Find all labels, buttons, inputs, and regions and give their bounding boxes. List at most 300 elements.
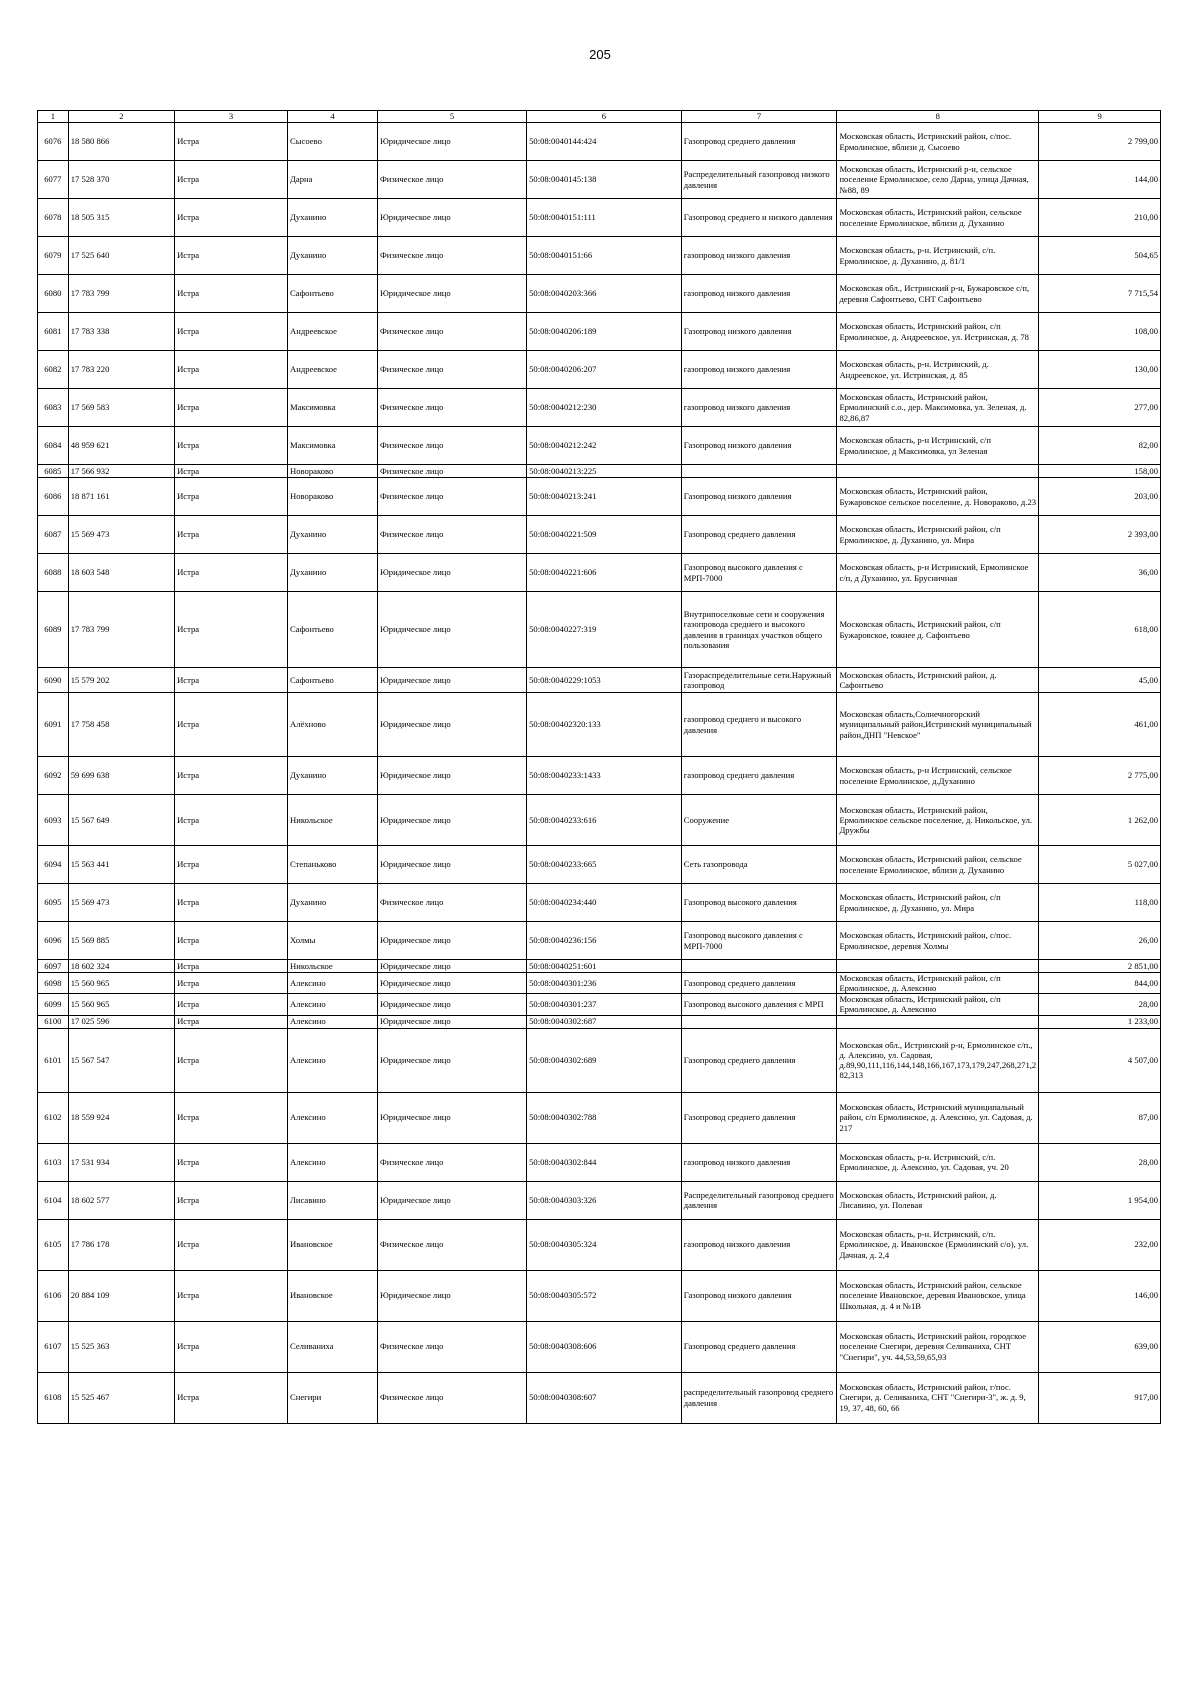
table-row xyxy=(38,516,1161,554)
object-name-cell: Газопровод высокого давления с МРП-7000 xyxy=(681,554,837,592)
table-row xyxy=(38,237,1161,275)
owner-type-cell: Физическое лицо xyxy=(377,478,526,516)
table-row xyxy=(38,757,1161,795)
table-row xyxy=(38,351,1161,389)
cadastral-number-cell: 50:08:00402320:133 xyxy=(527,693,682,757)
code-cell: 17 786 178 xyxy=(68,1219,174,1270)
address-cell: Московская область, Истринский район, сельское поселение Ивановское, деревня Ивановское, улица Школьная, д. 4 и №1В xyxy=(837,1270,1039,1321)
municipality-cell: Истра xyxy=(175,1143,288,1181)
object-name-cell: газопровод среднего давления xyxy=(681,757,837,795)
municipality-cell: Истра xyxy=(175,465,288,478)
code-cell: 15 563 441 xyxy=(68,846,174,884)
column-header-7: 7 xyxy=(681,111,837,123)
address-cell: Московская область, р-н Истринский, сельское поселение Ермолинское, д.Духанино xyxy=(837,757,1039,795)
column-header-4: 4 xyxy=(288,111,378,123)
municipality-cell: Истра xyxy=(175,922,288,960)
owner-type-cell: Юридическое лицо xyxy=(377,1092,526,1143)
length-value-cell: 504,65 xyxy=(1039,237,1161,275)
locality-cell: Андреевское xyxy=(288,351,378,389)
table-row xyxy=(38,668,1161,693)
cadastral-number-cell: 50:08:0040212:230 xyxy=(527,389,682,427)
row-number-cell: 6076 xyxy=(38,123,69,161)
table-row xyxy=(38,994,1161,1015)
address-cell: Московская область, Истринский район, городское поселение Снегири, деревня Селиваниха, СНТ "Снегири", уч. 44,53,59,65,93 xyxy=(837,1321,1039,1372)
row-number-cell: 6089 xyxy=(38,592,69,668)
code-cell: 17 566 932 xyxy=(68,465,174,478)
code-cell: 17 569 583 xyxy=(68,389,174,427)
locality-cell: Максимовка xyxy=(288,427,378,465)
code-cell: 59 699 638 xyxy=(68,757,174,795)
object-name-cell: Газопровод среднего давления xyxy=(681,123,837,161)
municipality-cell: Истра xyxy=(175,994,288,1015)
address-cell: Московская область, Истринский район, Бужаровское сельское поселение, д. Новораково, д.23 xyxy=(837,478,1039,516)
locality-cell: Холмы xyxy=(288,922,378,960)
address-cell: Московская область, Истринский район, Ермолинский с.о., дер. Максимовка, ул. Зеленая, д. 82,86,87 xyxy=(837,389,1039,427)
owner-type-cell: Физическое лицо xyxy=(377,1143,526,1181)
locality-cell: Селиваниха xyxy=(288,1321,378,1372)
owner-type-cell: Юридическое лицо xyxy=(377,199,526,237)
municipality-cell: Истра xyxy=(175,757,288,795)
object-name-cell: Сеть газопровода xyxy=(681,846,837,884)
object-name-cell xyxy=(681,1015,837,1028)
cadastral-number-cell: 50:08:0040213:241 xyxy=(527,478,682,516)
table-row xyxy=(38,846,1161,884)
municipality-cell: Истра xyxy=(175,668,288,693)
column-header-2: 2 xyxy=(68,111,174,123)
locality-cell: Алексино xyxy=(288,1092,378,1143)
code-cell: 15 569 473 xyxy=(68,884,174,922)
cadastral-number-cell: 50:08:0040302:687 xyxy=(527,1015,682,1028)
municipality-cell: Истра xyxy=(175,846,288,884)
municipality-cell: Истра xyxy=(175,1270,288,1321)
address-cell: Московская область, р-н. Истринский, с/п. Ермолинское, д. Духанино, д. 81/1 xyxy=(837,237,1039,275)
object-name-cell: Газопровод высокого давления xyxy=(681,884,837,922)
object-name-cell: газопровод низкого давления xyxy=(681,237,837,275)
locality-cell: Духанино xyxy=(288,237,378,275)
address-cell xyxy=(837,465,1039,478)
row-number-cell: 6079 xyxy=(38,237,69,275)
registry-table xyxy=(37,110,1161,1424)
code-cell: 15 569 885 xyxy=(68,922,174,960)
cadastral-number-cell: 50:08:0040234:440 xyxy=(527,884,682,922)
row-number-cell: 6084 xyxy=(38,427,69,465)
owner-type-cell: Физическое лицо xyxy=(377,427,526,465)
locality-cell: Сафонтьево xyxy=(288,668,378,693)
length-value-cell: 87,00 xyxy=(1039,1092,1161,1143)
length-value-cell: 36,00 xyxy=(1039,554,1161,592)
locality-cell: Сафонтьево xyxy=(288,275,378,313)
owner-type-cell: Юридическое лицо xyxy=(377,1028,526,1092)
object-name-cell xyxy=(681,960,837,973)
address-cell: Московская область, р-н. Истринский, с/п. Ермолинское, д. Ивановское (Ермолинский с/о), ул. Дачная, д. 2,4 xyxy=(837,1219,1039,1270)
municipality-cell: Истра xyxy=(175,427,288,465)
locality-cell: Алексино xyxy=(288,1015,378,1028)
address-cell: Московская область, Истринский район, Ермолинское сельское поселение, д. Никольское, ул. Дружбы xyxy=(837,795,1039,846)
table-row xyxy=(38,1219,1161,1270)
row-number-cell: 6103 xyxy=(38,1143,69,1181)
address-cell: Московская область, Истринский район, с/пос. Ермолинское, деревня Холмы xyxy=(837,922,1039,960)
length-value-cell: 917,00 xyxy=(1039,1372,1161,1423)
cadastral-number-cell: 50:08:0040213:225 xyxy=(527,465,682,478)
owner-type-cell: Юридическое лицо xyxy=(377,994,526,1015)
owner-type-cell: Физическое лицо xyxy=(377,313,526,351)
row-number-cell: 6090 xyxy=(38,668,69,693)
locality-cell: Никольское xyxy=(288,795,378,846)
table-row xyxy=(38,465,1161,478)
length-value-cell: 1 233,00 xyxy=(1039,1015,1161,1028)
row-number-cell: 6087 xyxy=(38,516,69,554)
address-cell: Московская область, р-н Истринский, с/п Ермолинское, д Максимовка, ул Зеленая xyxy=(837,427,1039,465)
locality-cell: Алексино xyxy=(288,973,378,994)
column-header-1: 1 xyxy=(38,111,69,123)
code-cell: 15 567 547 xyxy=(68,1028,174,1092)
object-name-cell: Распределительный газопровод среднего давления xyxy=(681,1181,837,1219)
length-value-cell: 108,00 xyxy=(1039,313,1161,351)
owner-type-cell: Юридическое лицо xyxy=(377,123,526,161)
address-cell: Московская область, Истринский муниципальный район, с/п Ермолинское, д. Алексино, ул. Садовая, д. 217 xyxy=(837,1092,1039,1143)
owner-type-cell: Физическое лицо xyxy=(377,516,526,554)
table-row xyxy=(38,1015,1161,1028)
code-cell: 15 525 363 xyxy=(68,1321,174,1372)
address-cell: Московская обл., Истринский р-н, Ермолинское с/п., д. Алексино, ул. Садовая, д.89,90,111,116,144,148,166,167,173,179,247,268,271,282,313 xyxy=(837,1028,1039,1092)
table-row xyxy=(38,1143,1161,1181)
table-row xyxy=(38,922,1161,960)
object-name-cell: Газопровод низкого давления xyxy=(681,478,837,516)
municipality-cell: Истра xyxy=(175,1028,288,1092)
cadastral-number-cell: 50:08:0040301:236 xyxy=(527,973,682,994)
length-value-cell: 28,00 xyxy=(1039,1143,1161,1181)
column-header-8: 8 xyxy=(837,111,1039,123)
code-cell: 17 531 934 xyxy=(68,1143,174,1181)
cadastral-number-cell: 50:08:0040221:606 xyxy=(527,554,682,592)
owner-type-cell: Физическое лицо xyxy=(377,1372,526,1423)
cadastral-number-cell: 50:08:0040233:1433 xyxy=(527,757,682,795)
owner-type-cell: Юридическое лицо xyxy=(377,973,526,994)
owner-type-cell: Юридическое лицо xyxy=(377,1181,526,1219)
municipality-cell: Истра xyxy=(175,973,288,994)
table-row xyxy=(38,960,1161,973)
column-header-9: 9 xyxy=(1039,111,1161,123)
length-value-cell: 28,00 xyxy=(1039,994,1161,1015)
locality-cell: Алёхново xyxy=(288,693,378,757)
cadastral-number-cell: 50:08:0040305:572 xyxy=(527,1270,682,1321)
owner-type-cell: Физическое лицо xyxy=(377,351,526,389)
code-cell: 18 580 866 xyxy=(68,123,174,161)
address-cell: Московская область, Истринский район, сельское поселение Ермолинское, вблизи д. Духанино xyxy=(837,199,1039,237)
address-cell: Московская область, р-н. Истринский, с/п. Ермолинское, д. Алексино, ул. Садовая, уч. 20 xyxy=(837,1143,1039,1181)
locality-cell: Андреевское xyxy=(288,313,378,351)
cadastral-number-cell: 50:08:0040236:156 xyxy=(527,922,682,960)
code-cell: 18 602 324 xyxy=(68,960,174,973)
length-value-cell: 146,00 xyxy=(1039,1270,1161,1321)
object-name-cell: газопровод низкого давления xyxy=(681,1219,837,1270)
code-cell: 17 783 220 xyxy=(68,351,174,389)
municipality-cell: Истра xyxy=(175,693,288,757)
object-name-cell: газопровод среднего и высокого давления xyxy=(681,693,837,757)
locality-cell: Степаньково xyxy=(288,846,378,884)
cadastral-number-cell: 50:08:0040221:509 xyxy=(527,516,682,554)
row-number-cell: 6106 xyxy=(38,1270,69,1321)
code-cell: 18 505 315 xyxy=(68,199,174,237)
address-cell xyxy=(837,1015,1039,1028)
row-number-cell: 6108 xyxy=(38,1372,69,1423)
row-number-cell: 6104 xyxy=(38,1181,69,1219)
municipality-cell: Истра xyxy=(175,123,288,161)
locality-cell: Сысоево xyxy=(288,123,378,161)
locality-cell: Новораково xyxy=(288,465,378,478)
length-value-cell: 5 027,00 xyxy=(1039,846,1161,884)
length-value-cell: 118,00 xyxy=(1039,884,1161,922)
municipality-cell: Истра xyxy=(175,1092,288,1143)
code-cell: 18 559 924 xyxy=(68,1092,174,1143)
municipality-cell: Истра xyxy=(175,478,288,516)
owner-type-cell: Физическое лицо xyxy=(377,884,526,922)
address-cell: Московская область, Истринский район, с/п Ермолинское, д. Духанино, ул. Мира xyxy=(837,884,1039,922)
municipality-cell: Истра xyxy=(175,516,288,554)
address-cell: Московская область, р-н. Истринский, д. Андреевское, ул. Истринская, д. 85 xyxy=(837,351,1039,389)
locality-cell: Сафонтьево xyxy=(288,592,378,668)
cadastral-number-cell: 50:08:0040233:665 xyxy=(527,846,682,884)
municipality-cell: Истра xyxy=(175,199,288,237)
row-number-cell: 6098 xyxy=(38,973,69,994)
locality-cell: Ивановское xyxy=(288,1270,378,1321)
code-cell: 18 602 577 xyxy=(68,1181,174,1219)
address-cell: Московская область, Истринский район, с/п Ермолинское, д. Андреевское, ул. Истринская, д. 78 xyxy=(837,313,1039,351)
municipality-cell: Истра xyxy=(175,554,288,592)
owner-type-cell: Физическое лицо xyxy=(377,161,526,199)
address-cell: Московская область,Солнечногорский муниципальный район,Истринский муниципальный район,ДНП "Невское" xyxy=(837,693,1039,757)
address-cell: Московская область, Истринский район, д. Лисавино, ул. Полевая xyxy=(837,1181,1039,1219)
code-cell: 18 871 161 xyxy=(68,478,174,516)
address-cell: Московская область, р-н Истринский, Ермолинское с/п, д Духанино, ул. Брусничная xyxy=(837,554,1039,592)
length-value-cell: 45,00 xyxy=(1039,668,1161,693)
code-cell: 15 579 202 xyxy=(68,668,174,693)
municipality-cell: Истра xyxy=(175,795,288,846)
row-number-cell: 6086 xyxy=(38,478,69,516)
row-number-cell: 6107 xyxy=(38,1321,69,1372)
municipality-cell: Истра xyxy=(175,884,288,922)
cadastral-number-cell: 50:08:0040308:607 xyxy=(527,1372,682,1423)
row-number-cell: 6096 xyxy=(38,922,69,960)
cadastral-number-cell: 50:08:0040302:788 xyxy=(527,1092,682,1143)
object-name-cell: газопровод низкого давления xyxy=(681,275,837,313)
address-cell: Московская область, Истринский район, с/п Ермолинское, д. Духанино, ул. Мира xyxy=(837,516,1039,554)
object-name-cell: Газопровод высокого давления с МРП xyxy=(681,994,837,1015)
length-value-cell: 82,00 xyxy=(1039,427,1161,465)
table-row xyxy=(38,973,1161,994)
address-cell: Московская область, Истринский р-н, сельское поселение Ермолинское, село Дарна, улица Дачная, №88, 89 xyxy=(837,161,1039,199)
row-number-cell: 6093 xyxy=(38,795,69,846)
length-value-cell: 277,00 xyxy=(1039,389,1161,427)
cadastral-number-cell: 50:08:0040305:324 xyxy=(527,1219,682,1270)
table-row xyxy=(38,1372,1161,1423)
locality-cell: Духанино xyxy=(288,199,378,237)
locality-cell: Лисавино xyxy=(288,1181,378,1219)
row-number-cell: 6082 xyxy=(38,351,69,389)
address-cell: Московская область, Истринский район, с/п Ермолинское, д. Алексино xyxy=(837,994,1039,1015)
table-row xyxy=(38,1270,1161,1321)
table-row xyxy=(38,478,1161,516)
object-name-cell: Газопровод среднего давления xyxy=(681,973,837,994)
code-cell: 17 525 640 xyxy=(68,237,174,275)
cadastral-number-cell: 50:08:0040227:319 xyxy=(527,592,682,668)
address-cell: Московская обл., Истринский р-н, Бужаровское с/п, деревня Сафонтьево, СНТ Сафонтьево xyxy=(837,275,1039,313)
row-number-cell: 6092 xyxy=(38,757,69,795)
column-header-3: 3 xyxy=(175,111,288,123)
object-name-cell: Газопровод низкого давления xyxy=(681,313,837,351)
owner-type-cell: Юридическое лицо xyxy=(377,668,526,693)
locality-cell: Алексино xyxy=(288,1028,378,1092)
column-header-5: 5 xyxy=(377,111,526,123)
row-number-cell: 6083 xyxy=(38,389,69,427)
length-value-cell: 1 262,00 xyxy=(1039,795,1161,846)
page-number: 205 xyxy=(589,47,611,62)
length-value-cell: 232,00 xyxy=(1039,1219,1161,1270)
locality-cell: Ивановское xyxy=(288,1219,378,1270)
locality-cell: Дарна xyxy=(288,161,378,199)
object-name-cell: Газопровод среднего давления xyxy=(681,1321,837,1372)
object-name-cell: Газопровод низкого давления xyxy=(681,427,837,465)
table-row xyxy=(38,161,1161,199)
length-value-cell: 2 393,00 xyxy=(1039,516,1161,554)
row-number-cell: 6100 xyxy=(38,1015,69,1028)
object-name-cell: газопровод низкого давления xyxy=(681,1143,837,1181)
municipality-cell: Истра xyxy=(175,592,288,668)
length-value-cell: 1 954,00 xyxy=(1039,1181,1161,1219)
cadastral-number-cell: 50:08:0040302:689 xyxy=(527,1028,682,1092)
row-number-cell: 6080 xyxy=(38,275,69,313)
municipality-cell: Истра xyxy=(175,1321,288,1372)
owner-type-cell: Юридическое лицо xyxy=(377,1015,526,1028)
code-cell: 15 525 467 xyxy=(68,1372,174,1423)
code-cell: 15 560 965 xyxy=(68,994,174,1015)
object-name-cell: Распределительный газопровод низкого давления xyxy=(681,161,837,199)
column-header-6: 6 xyxy=(527,111,682,123)
table-row xyxy=(38,1321,1161,1372)
locality-cell: Духанино xyxy=(288,516,378,554)
municipality-cell: Истра xyxy=(175,1372,288,1423)
owner-type-cell: Юридическое лицо xyxy=(377,922,526,960)
code-cell: 17 528 370 xyxy=(68,161,174,199)
owner-type-cell: Юридическое лицо xyxy=(377,592,526,668)
table-row xyxy=(38,313,1161,351)
object-name-cell: Газопровод среднего давления xyxy=(681,1092,837,1143)
code-cell: 17 758 458 xyxy=(68,693,174,757)
cadastral-number-cell: 50:08:0040229:1053 xyxy=(527,668,682,693)
locality-cell: Духанино xyxy=(288,757,378,795)
owner-type-cell: Юридическое лицо xyxy=(377,693,526,757)
length-value-cell: 203,00 xyxy=(1039,478,1161,516)
table-row xyxy=(38,123,1161,161)
code-cell: 15 569 473 xyxy=(68,516,174,554)
municipality-cell: Истра xyxy=(175,351,288,389)
length-value-cell: 158,00 xyxy=(1039,465,1161,478)
owner-type-cell: Юридическое лицо xyxy=(377,846,526,884)
table-row xyxy=(38,884,1161,922)
cadastral-number-cell: 50:08:0040308:606 xyxy=(527,1321,682,1372)
object-name-cell: Внутрипоселковые сети и сооружения газопровода среднего и высокого давления в границах участков общего пользования xyxy=(681,592,837,668)
address-cell: Московская область, Истринский район, с/пос. Ермолинское, вблизи д. Сысоево xyxy=(837,123,1039,161)
length-value-cell: 2 775,00 xyxy=(1039,757,1161,795)
length-value-cell: 144,00 xyxy=(1039,161,1161,199)
code-cell: 17 783 799 xyxy=(68,592,174,668)
row-number-cell: 6105 xyxy=(38,1219,69,1270)
cadastral-number-cell: 50:08:0040302:844 xyxy=(527,1143,682,1181)
object-name-cell: Газопровод среднего давления xyxy=(681,1028,837,1092)
code-cell: 20 884 109 xyxy=(68,1270,174,1321)
table-row xyxy=(38,693,1161,757)
cadastral-number-cell: 50:08:0040145:138 xyxy=(527,161,682,199)
municipality-cell: Истра xyxy=(175,313,288,351)
owner-type-cell: Физическое лицо xyxy=(377,237,526,275)
locality-cell: Снегири xyxy=(288,1372,378,1423)
locality-cell: Никольское xyxy=(288,960,378,973)
owner-type-cell: Физическое лицо xyxy=(377,1321,526,1372)
address-cell: Московская область, Истринский район, с/п Ермолинское, д. Алексино xyxy=(837,973,1039,994)
cadastral-number-cell: 50:08:0040206:189 xyxy=(527,313,682,351)
object-name-cell: Газопровод низкого давления xyxy=(681,1270,837,1321)
address-cell: Московская область, Истринский район, г/пос. Снегири, д. Селиваниха, СНТ "Снегири-3", ж. д. 9, 19, 37, 48, 60, 66 xyxy=(837,1372,1039,1423)
owner-type-cell: Юридическое лицо xyxy=(377,275,526,313)
owner-type-cell: Юридическое лицо xyxy=(377,554,526,592)
length-value-cell: 618,00 xyxy=(1039,592,1161,668)
owner-type-cell: Юридическое лицо xyxy=(377,795,526,846)
length-value-cell: 639,00 xyxy=(1039,1321,1161,1372)
cadastral-number-cell: 50:08:0040206:207 xyxy=(527,351,682,389)
address-cell xyxy=(837,960,1039,973)
table-row xyxy=(38,1092,1161,1143)
municipality-cell: Истра xyxy=(175,389,288,427)
locality-cell: Новораково xyxy=(288,478,378,516)
municipality-cell: Истра xyxy=(175,1181,288,1219)
row-number-cell: 6081 xyxy=(38,313,69,351)
table-row xyxy=(38,554,1161,592)
address-cell: Московская область, Истринский район, д. Сафонтьево xyxy=(837,668,1039,693)
cadastral-number-cell: 50:08:0040303:326 xyxy=(527,1181,682,1219)
owner-type-cell: Юридическое лицо xyxy=(377,1270,526,1321)
row-number-cell: 6085 xyxy=(38,465,69,478)
length-value-cell: 2 799,00 xyxy=(1039,123,1161,161)
table-row xyxy=(38,1181,1161,1219)
municipality-cell: Истра xyxy=(175,237,288,275)
row-number-cell: 6077 xyxy=(38,161,69,199)
length-value-cell: 7 715,54 xyxy=(1039,275,1161,313)
row-number-cell: 6094 xyxy=(38,846,69,884)
cadastral-number-cell: 50:08:0040251:601 xyxy=(527,960,682,973)
cadastral-number-cell: 50:08:0040151:111 xyxy=(527,199,682,237)
length-value-cell: 210,00 xyxy=(1039,199,1161,237)
code-cell: 48 959 621 xyxy=(68,427,174,465)
cadastral-number-cell: 50:08:0040301:237 xyxy=(527,994,682,1015)
table-row xyxy=(38,1028,1161,1092)
length-value-cell: 844,00 xyxy=(1039,973,1161,994)
code-cell: 17 783 799 xyxy=(68,275,174,313)
object-name-cell xyxy=(681,465,837,478)
municipality-cell: Истра xyxy=(175,1219,288,1270)
code-cell: 15 560 965 xyxy=(68,973,174,994)
cadastral-number-cell: 50:08:0040151:66 xyxy=(527,237,682,275)
row-number-cell: 6091 xyxy=(38,693,69,757)
address-cell: Московская область, Истринский район, с/п Бужаровское, южнее д. Сафонтьево xyxy=(837,592,1039,668)
header-row xyxy=(38,111,1161,123)
row-number-cell: 6095 xyxy=(38,884,69,922)
table-row xyxy=(38,427,1161,465)
table-row xyxy=(38,592,1161,668)
length-value-cell: 4 507,00 xyxy=(1039,1028,1161,1092)
municipality-cell: Истра xyxy=(175,161,288,199)
cadastral-number-cell: 50:08:0040212:242 xyxy=(527,427,682,465)
code-cell: 15 567 649 xyxy=(68,795,174,846)
